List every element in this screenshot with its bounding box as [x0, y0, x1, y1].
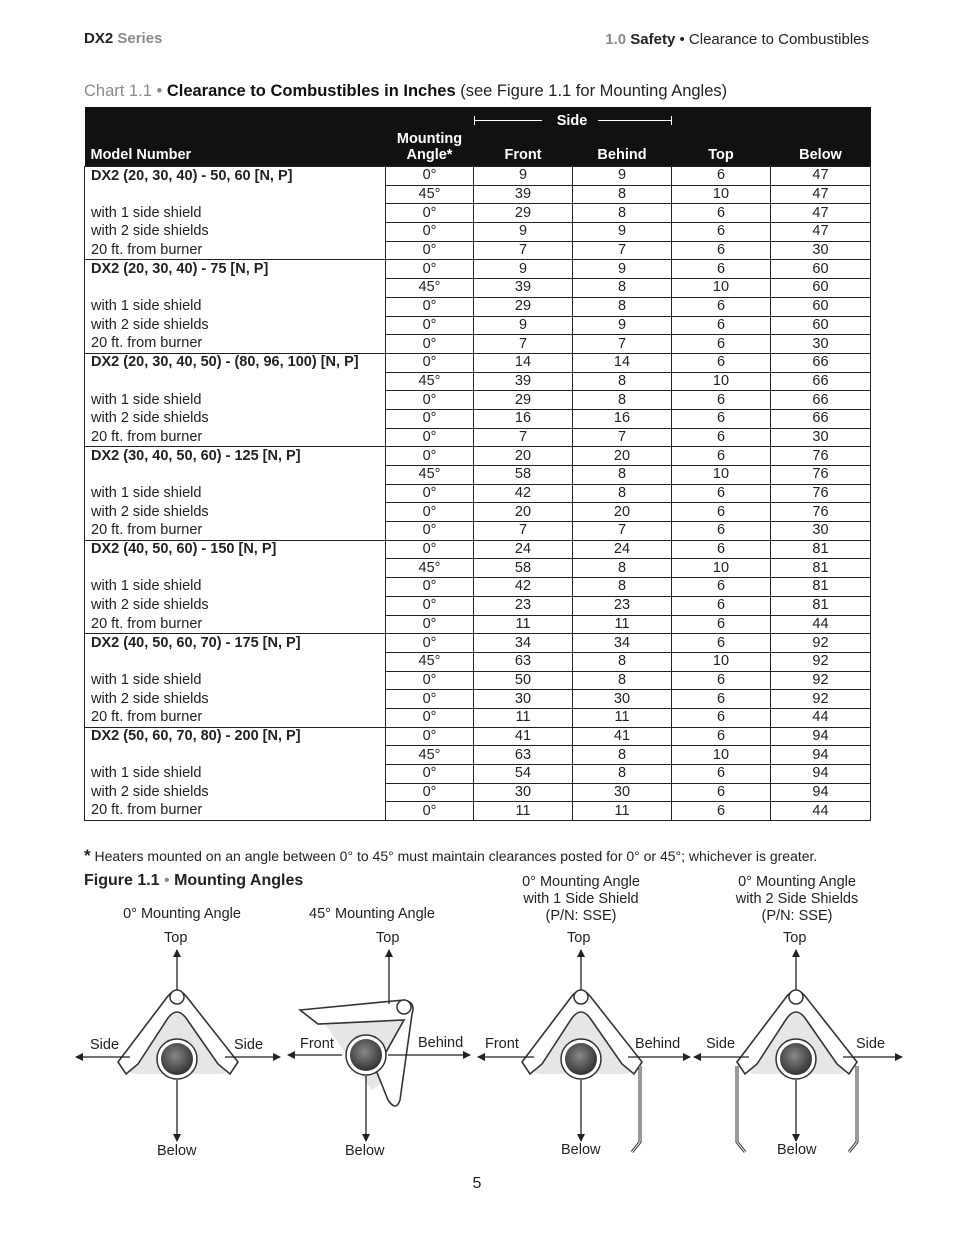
angle-cell: 0° [386, 727, 474, 746]
angle-cell: 0° [386, 484, 474, 503]
top-cell: 6 [672, 540, 771, 559]
below-cell: 92 [771, 634, 871, 653]
front-cell: 23 [474, 596, 573, 615]
section-title: Safety [630, 31, 676, 48]
d4-side-left-label: Side [706, 1036, 736, 1052]
top-cell: 6 [672, 353, 771, 372]
caption-45-degree: 45° Mounting Angle [309, 906, 435, 922]
top-cell: 6 [672, 428, 771, 447]
top-cell: 6 [672, 297, 771, 316]
below-cell: 30 [771, 335, 871, 354]
behind-cell: 8 [573, 391, 672, 410]
behind-cell: 7 [573, 335, 672, 354]
below-cell: 94 [771, 765, 871, 784]
below-cell: 60 [771, 260, 871, 279]
below-cell: 76 [771, 466, 871, 485]
row-label-cell: with 2 side shields [85, 596, 386, 615]
top-cell: 6 [672, 765, 771, 784]
angle-cell: 0° [386, 522, 474, 541]
front-cell: 7 [474, 241, 573, 260]
top-cell: 6 [672, 783, 771, 802]
front-cell: 58 [474, 559, 573, 578]
behind-cell: 7 [573, 241, 672, 260]
angle-cell: 0° [386, 167, 474, 186]
top-cell: 6 [672, 167, 771, 186]
row-label-cell: 20 ft. from burner [85, 708, 386, 727]
top-cell: 10 [672, 279, 771, 298]
angle-cell: 45° [386, 746, 474, 765]
series-name: DX2 [84, 30, 114, 47]
behind-cell: 14 [573, 353, 672, 372]
row-label-cell: with 2 side shields [85, 783, 386, 802]
d2-behind-label: Behind [418, 1035, 464, 1051]
angle-cell: 0° [386, 802, 474, 821]
below-cell: 30 [771, 428, 871, 447]
d4-side-right-label: Side [856, 1036, 886, 1052]
angle-cell: 0° [386, 783, 474, 802]
row-label-cell: with 1 side shield [85, 578, 386, 597]
top-cell: 6 [672, 802, 771, 821]
section-number: 1.0 [605, 31, 627, 48]
angle-cell: 45° [386, 279, 474, 298]
caption-0-degree: 0° Mounting Angle [123, 906, 241, 922]
caption-2-shields-l2: with 2 Side Shields [735, 891, 859, 907]
front-cell: 11 [474, 802, 573, 821]
model-number-cell: DX2 (20, 30, 40) - 50, 60 [N, P] [85, 167, 386, 186]
angle-cell: 0° [386, 765, 474, 784]
behind-cell: 9 [573, 167, 672, 186]
below-cell: 66 [771, 372, 871, 391]
behind-cell: 7 [573, 428, 672, 447]
section-subtitle: • Clearance to Combustibles [679, 31, 869, 48]
row-label-cell: with 1 side shield [85, 671, 386, 690]
top-cell: 10 [672, 466, 771, 485]
below-cell: 44 [771, 615, 871, 634]
model-number-cell: DX2 (20, 30, 40) - 75 [N, P] [85, 260, 386, 279]
below-cell: 81 [771, 559, 871, 578]
angle-cell: 0° [386, 447, 474, 466]
top-cell: 6 [672, 391, 771, 410]
top-cell: 10 [672, 185, 771, 204]
front-cell: 58 [474, 466, 573, 485]
front-cell: 42 [474, 484, 573, 503]
below-cell: 60 [771, 316, 871, 335]
front-cell: 20 [474, 447, 573, 466]
top-cell: 6 [672, 671, 771, 690]
front-cell: 29 [474, 204, 573, 223]
below-cell: 60 [771, 297, 871, 316]
below-cell: 66 [771, 353, 871, 372]
row-label-cell: 20 ft. from burner [85, 615, 386, 634]
top-cell: 6 [672, 484, 771, 503]
below-cell: 47 [771, 167, 871, 186]
front-cell: 14 [474, 353, 573, 372]
below-cell: 30 [771, 522, 871, 541]
chart-title-note: (see Figure 1.1 for Mounting Angles) [460, 82, 728, 100]
row-label-cell: with 2 side shields [85, 503, 386, 522]
row-label-cell: 20 ft. from burner [85, 335, 386, 354]
d3-behind-label: Behind [635, 1036, 681, 1052]
front-cell: 30 [474, 783, 573, 802]
top-cell: 6 [672, 503, 771, 522]
front-cell: 30 [474, 690, 573, 709]
top-cell: 6 [672, 522, 771, 541]
front-cell: 34 [474, 634, 573, 653]
front-cell: 39 [474, 372, 573, 391]
row-label-cell: with 2 side shields [85, 690, 386, 709]
below-cell: 47 [771, 185, 871, 204]
below-cell: 66 [771, 391, 871, 410]
d3-below-label: Below [561, 1142, 601, 1158]
front-cell: 11 [474, 708, 573, 727]
behind-cell: 9 [573, 260, 672, 279]
angle-cell: 45° [386, 466, 474, 485]
caption-1-shield-l3: (P/N: SSE) [545, 908, 617, 924]
below-cell: 76 [771, 447, 871, 466]
top-cell: 6 [672, 578, 771, 597]
below-cell: 92 [771, 690, 871, 709]
behind-cell: 8 [573, 204, 672, 223]
model-number-cell: DX2 (40, 50, 60, 70) - 175 [N, P] [85, 634, 386, 653]
angle-cell: 0° [386, 671, 474, 690]
top-cell: 10 [672, 746, 771, 765]
below-cell: 81 [771, 578, 871, 597]
d1-below-label: Below [157, 1143, 197, 1159]
front-cell: 9 [474, 260, 573, 279]
angle-cell: 0° [386, 241, 474, 260]
top-cell: 6 [672, 241, 771, 260]
front-cell: 54 [474, 765, 573, 784]
figure-name: Mounting Angles [174, 872, 304, 889]
header-model-number: Model Number [85, 107, 386, 167]
figure-sep: • [164, 872, 170, 889]
chart-title-main: Clearance to Combustibles in Inches [166, 82, 456, 100]
top-cell: 6 [672, 409, 771, 428]
top-cell: 6 [672, 708, 771, 727]
angle-cell: 0° [386, 578, 474, 597]
angle-cell: 45° [386, 372, 474, 391]
behind-cell: 30 [573, 690, 672, 709]
top-cell: 6 [672, 204, 771, 223]
front-cell: 24 [474, 540, 573, 559]
below-cell: 92 [771, 671, 871, 690]
angle-cell: 0° [386, 708, 474, 727]
behind-cell: 11 [573, 802, 672, 821]
d1-side-left-label: Side [90, 1037, 120, 1053]
top-cell: 10 [672, 559, 771, 578]
d2-top-label: Top [376, 930, 400, 946]
front-cell: 29 [474, 391, 573, 410]
below-cell: 44 [771, 802, 871, 821]
angle-cell: 0° [386, 204, 474, 223]
front-cell: 9 [474, 223, 573, 242]
angle-cell: 0° [386, 353, 474, 372]
top-cell: 10 [672, 372, 771, 391]
top-cell: 10 [672, 652, 771, 671]
below-cell: 81 [771, 596, 871, 615]
row-label-cell: with 2 side shields [85, 223, 386, 242]
footnote-star: * [84, 846, 91, 865]
front-cell: 63 [474, 746, 573, 765]
front-cell: 20 [474, 503, 573, 522]
below-cell: 47 [771, 204, 871, 223]
behind-cell: 8 [573, 652, 672, 671]
front-cell: 7 [474, 428, 573, 447]
model-number-cell: DX2 (20, 30, 40, 50) - (80, 96, 100) [N, P] [85, 353, 386, 372]
angle-cell: 0° [386, 596, 474, 615]
angle-cell: 0° [386, 391, 474, 410]
behind-cell: 8 [573, 372, 672, 391]
angle-cell: 0° [386, 503, 474, 522]
front-cell: 11 [474, 615, 573, 634]
behind-cell: 8 [573, 671, 672, 690]
header-below: Below [771, 107, 871, 167]
behind-cell: 8 [573, 765, 672, 784]
front-cell: 29 [474, 297, 573, 316]
angle-cell: 0° [386, 297, 474, 316]
diagram-45-degree [288, 950, 470, 1141]
angle-cell: 0° [386, 223, 474, 242]
behind-cell: 8 [573, 297, 672, 316]
behind-cell: 8 [573, 185, 672, 204]
row-label-cell: 20 ft. from burner [85, 241, 386, 260]
front-cell: 9 [474, 316, 573, 335]
behind-cell: 20 [573, 447, 672, 466]
chart-title-prefix: Chart 1.1 • [84, 82, 163, 100]
header-side-group: Side [556, 113, 588, 129]
behind-cell: 7 [573, 522, 672, 541]
caption-1-shield-l1: 0° Mounting Angle [522, 874, 640, 890]
top-cell: 6 [672, 615, 771, 634]
top-cell: 6 [672, 634, 771, 653]
front-cell: 63 [474, 652, 573, 671]
footnote-text: Heaters mounted on an angle between 0° to 45° must maintain clearances posted for 0° or 45°; whichever is greater. [94, 848, 818, 864]
front-cell: 42 [474, 578, 573, 597]
below-cell: 30 [771, 241, 871, 260]
front-cell: 16 [474, 409, 573, 428]
page-number: 5 [472, 1175, 482, 1192]
row-label-cell: with 2 side shields [85, 409, 386, 428]
header-behind: Behind [573, 107, 672, 167]
model-number-cell: DX2 (40, 50, 60) - 150 [N, P] [85, 540, 386, 559]
below-cell: 66 [771, 409, 871, 428]
behind-cell: 34 [573, 634, 672, 653]
behind-cell: 11 [573, 615, 672, 634]
angle-cell: 45° [386, 559, 474, 578]
top-cell: 6 [672, 316, 771, 335]
angle-cell: 0° [386, 690, 474, 709]
below-cell: 76 [771, 484, 871, 503]
d3-front-label: Front [485, 1036, 519, 1052]
front-cell: 39 [474, 279, 573, 298]
row-label-cell: 20 ft. from burner [85, 802, 386, 821]
top-cell: 6 [672, 260, 771, 279]
d2-front-label: Front [300, 1036, 334, 1052]
d4-top-label: Top [783, 930, 807, 946]
top-cell: 6 [672, 690, 771, 709]
below-cell: 92 [771, 652, 871, 671]
diagram-0-degree [76, 950, 280, 1141]
row-label-cell: with 1 side shield [85, 484, 386, 503]
front-cell: 39 [474, 185, 573, 204]
below-cell: 44 [771, 708, 871, 727]
behind-cell: 23 [573, 596, 672, 615]
diagram-1-side-shield [478, 950, 690, 1152]
front-cell: 7 [474, 522, 573, 541]
d3-top-label: Top [567, 930, 591, 946]
behind-cell: 16 [573, 409, 672, 428]
caption-2-shields-l1: 0° Mounting Angle [738, 874, 856, 890]
diagram-2-side-shields [694, 950, 902, 1152]
row-label-cell: with 2 side shields [85, 316, 386, 335]
top-cell: 6 [672, 596, 771, 615]
front-cell: 41 [474, 727, 573, 746]
angle-cell: 0° [386, 428, 474, 447]
figure-number: Figure 1.1 [84, 872, 160, 889]
angle-cell: 0° [386, 540, 474, 559]
row-label-cell: 20 ft. from burner [85, 428, 386, 447]
model-number-cell: DX2 (50, 60, 70, 80) - 200 [N, P] [85, 727, 386, 746]
row-label-cell: with 1 side shield [85, 204, 386, 223]
behind-cell: 41 [573, 727, 672, 746]
angle-cell: 45° [386, 652, 474, 671]
behind-cell: 8 [573, 484, 672, 503]
row-label-cell: with 1 side shield [85, 297, 386, 316]
d2-below-label: Below [345, 1143, 385, 1159]
header-top: Top [672, 107, 771, 167]
front-cell: 7 [474, 335, 573, 354]
below-cell: 94 [771, 727, 871, 746]
d1-top-label: Top [164, 930, 188, 946]
top-cell: 6 [672, 223, 771, 242]
angle-cell: 45° [386, 185, 474, 204]
top-cell: 6 [672, 727, 771, 746]
top-cell: 6 [672, 335, 771, 354]
below-cell: 47 [771, 223, 871, 242]
angle-cell: 0° [386, 260, 474, 279]
caption-1-shield-l2: with 1 Side Shield [523, 891, 639, 907]
d1-side-right-label: Side [234, 1037, 264, 1053]
caption-2-shields-l3: (P/N: SSE) [761, 908, 833, 924]
row-label-cell: with 1 side shield [85, 391, 386, 410]
top-cell: 6 [672, 447, 771, 466]
series-suffix: Series [117, 30, 163, 47]
angle-cell: 0° [386, 316, 474, 335]
behind-cell: 30 [573, 783, 672, 802]
below-cell: 60 [771, 279, 871, 298]
behind-cell: 8 [573, 578, 672, 597]
behind-cell: 8 [573, 466, 672, 485]
header-angle-line1: Mounting [396, 131, 463, 147]
front-cell: 9 [474, 167, 573, 186]
behind-cell: 24 [573, 540, 672, 559]
below-cell: 94 [771, 746, 871, 765]
front-cell: 50 [474, 671, 573, 690]
below-cell: 94 [771, 783, 871, 802]
row-label-cell: with 1 side shield [85, 765, 386, 784]
angle-cell: 0° [386, 634, 474, 653]
behind-cell: 11 [573, 708, 672, 727]
behind-cell: 8 [573, 746, 672, 765]
header-angle-line2: Angle* [406, 147, 453, 163]
angle-cell: 0° [386, 335, 474, 354]
below-cell: 76 [771, 503, 871, 522]
row-label-cell: 20 ft. from burner [85, 522, 386, 541]
d4-below-label: Below [777, 1142, 817, 1158]
angle-cell: 0° [386, 615, 474, 634]
model-number-cell: DX2 (30, 40, 50, 60) - 125 [N, P] [85, 447, 386, 466]
below-cell: 81 [771, 540, 871, 559]
behind-cell: 8 [573, 279, 672, 298]
angle-cell: 0° [386, 409, 474, 428]
header-front: Front [474, 107, 573, 167]
behind-cell: 20 [573, 503, 672, 522]
behind-cell: 9 [573, 316, 672, 335]
behind-cell: 8 [573, 559, 672, 578]
behind-cell: 9 [573, 223, 672, 242]
